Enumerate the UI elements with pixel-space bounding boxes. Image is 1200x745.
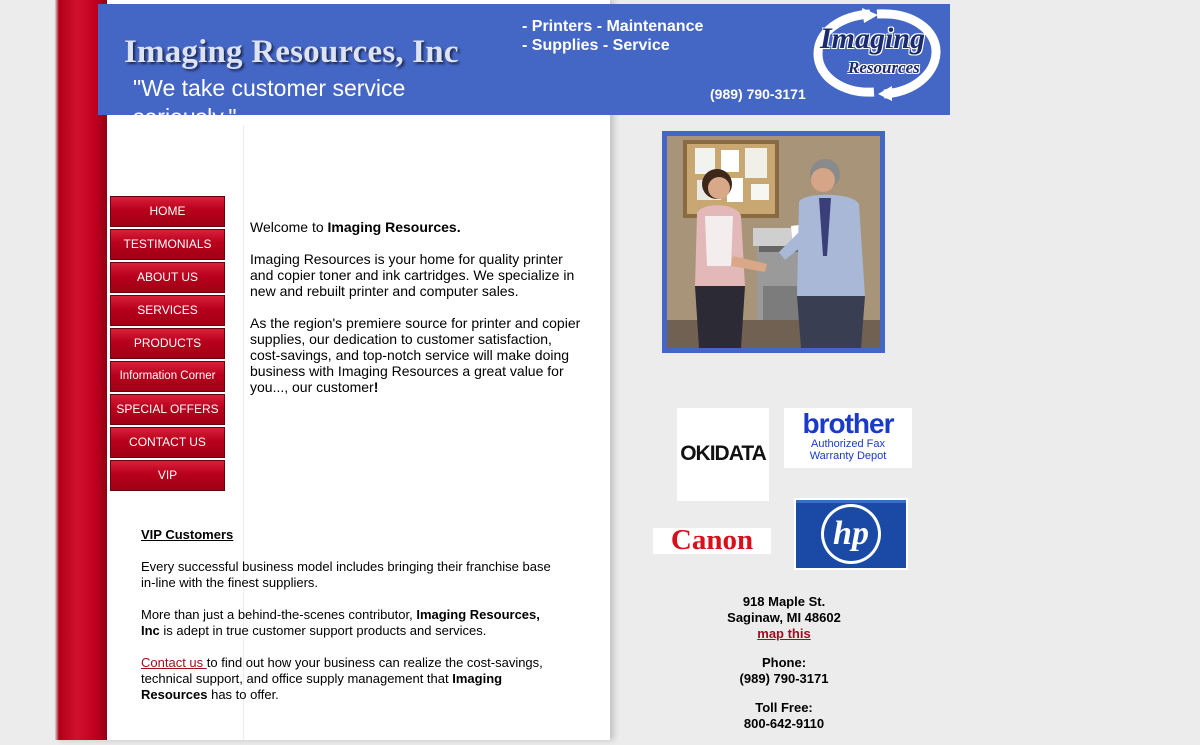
brand-title: Imaging Resources, Inc [124,34,459,70]
nav-home[interactable]: HOME [110,196,225,227]
vip-heading: VIP Customers [141,527,234,542]
tollfree-label: Toll Free: [755,700,813,715]
header-banner [98,4,950,130]
svg-text:hp: hp [833,515,869,552]
welcome-section [250,219,585,411]
brother-logo[interactable]: brother Authorized Fax Warranty Depot [784,408,912,468]
okidata-logo[interactable]: OKIDATA [677,408,769,501]
office-photo [667,136,880,348]
nav-about-us[interactable]: ABOUT US [110,262,225,293]
company-logo[interactable] [812,8,942,98]
hp-logo[interactable] [794,498,908,570]
header-phone: (989) 790-3171 [710,86,806,102]
nav-services[interactable]: SERVICES [110,295,225,326]
vip-para-2: More than just a behind-the-scenes contributor, Imaging Resources, Inc is adept in true customer support products and services. [141,607,540,638]
map-this-link[interactable]: map this [757,626,811,641]
services-line-2: - Supplies - Service [522,37,670,54]
phone-info [700,655,868,687]
nav-vip[interactable]: VIP [110,460,225,491]
hp-emblem-icon [794,498,908,570]
nav-contact-us[interactable]: CONTACT US [110,427,225,458]
nav-products[interactable]: PRODUCTS [110,328,225,359]
welcome-para-2: As the region's premiere source for printer and copier supplies, our dedication to customer satisfaction, cost-savings, and top-notch service will make doing business with Imaging Resources a great value for you..., our customer! [250,315,581,395]
nav-special-offers[interactable]: SPECIAL OFFERS [110,394,225,425]
address [700,594,868,642]
vip-para-1: Every successful business model includes bringing their franchise base in-line with the finest suppliers. [141,559,551,590]
office-photo-frame [662,131,885,353]
tollfree-info [700,700,868,732]
welcome-intro: Welcome to Imaging Resources. [250,219,461,235]
contact-us-link[interactable]: Contact us [141,655,207,670]
nav-information-corner[interactable]: Information Corner [110,361,225,392]
address-street: 918 Maple St. [742,594,826,609]
services-line-1: - Printers - Maintenance [522,18,704,35]
contact-block [700,594,868,745]
main-nav [110,196,225,493]
address-city: Saginaw, MI 48602 [727,610,841,625]
vip-section [141,527,561,719]
logo-text-resources: Resources [848,58,920,77]
canon-logo[interactable]: Canon [653,528,771,554]
nav-testimonials[interactable]: TESTIMONIALS [110,229,225,260]
phone-number: (989) 790-3171 [739,671,829,686]
logo-text-imaging: Imaging [820,22,926,55]
tollfree-number: 800-642-9110 [743,716,825,731]
tagline: "We take customer service seriously." [133,75,406,130]
welcome-para-1: Imaging Resources is your home for quality printer and copier toner and ink cartridges. We specialize in new and rebuilt printer and computer sales. [250,251,575,299]
vip-para-3: Contact us to find out how your business can realize the cost-savings, technical support, and office supply management that Imaging Resources has to offer. [141,655,543,702]
phone-label: Phone: [761,655,807,670]
